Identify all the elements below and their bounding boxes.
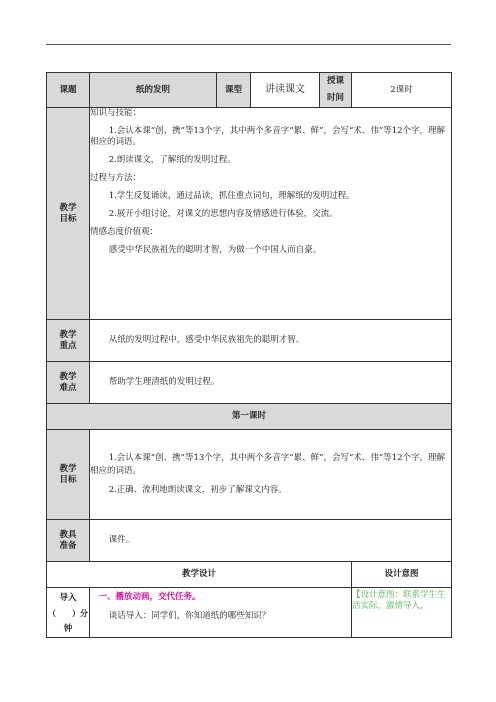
process-item-2: 2.展开小组讨论，对课文的思想内容及情感进行体验，交流。 <box>108 209 338 220</box>
intro-label-line-3: 钟 <box>63 624 73 635</box>
difficulty-row <box>47 362 452 404</box>
time-value: 2课时 <box>352 73 452 108</box>
difficulty-label-line-2: 难点 <box>59 382 77 393</box>
tools-label-line-2: 准备 <box>59 540 77 551</box>
intro-label-line-2: （ ）分 <box>48 608 88 619</box>
time-label <box>320 73 352 108</box>
emotion-title: 情感态度价值观： <box>90 227 159 238</box>
first-lesson-goals-row <box>47 430 452 520</box>
key-point-row <box>47 320 452 362</box>
page-header-rule <box>46 44 451 45</box>
first-lesson-goals-label-line-2: 目标 <box>59 474 77 485</box>
knowledge-title: 知识与技能： <box>90 108 142 118</box>
intro-content <box>90 588 352 638</box>
topic-value: 纸的发明 <box>90 73 217 108</box>
first-lesson-goal-2: 2.正确、流利地朗读课文，初步了解课文内容。 <box>108 484 287 495</box>
design-column-header: 教学设计 <box>47 562 352 588</box>
knowledge-item-1: 1.会认本课“创、携”等13个字，其中两个多音字“累、鲜”，会写“术、伟”等12个字，理解相应的词语。 <box>90 126 446 148</box>
lesson-plan-table <box>46 72 452 638</box>
key-point-label <box>47 320 90 362</box>
intent-column-header: 设计意图 <box>352 562 452 588</box>
type-value: 讲读课文 <box>251 73 320 108</box>
tools-label <box>47 520 90 562</box>
header-row <box>47 73 452 108</box>
tools-text: 课件。 <box>90 520 452 562</box>
intro-step-title: 一、播放动画，交代任务。 <box>98 592 201 602</box>
time-label-line-1: 授课 <box>326 76 344 87</box>
goals-content <box>90 108 452 320</box>
goals-label <box>47 108 90 320</box>
first-lesson-title: 第一课时 <box>47 404 452 430</box>
tools-label-line-1: 教具 <box>59 529 77 540</box>
key-point-text: 从纸的发明过程中，感受中华民族祖先的聪明才智。 <box>90 320 452 362</box>
key-point-label-line-1: 教学 <box>59 329 77 340</box>
difficulty-text: 帮助学生理清纸的发明过程。 <box>90 362 452 404</box>
intro-row <box>47 588 452 638</box>
knowledge-item-2: 2.朗读课文，了解纸的发明过程。 <box>108 155 236 166</box>
key-point-label-line-2: 重点 <box>59 340 77 351</box>
topic-label: 课题 <box>47 73 90 108</box>
goals-label-line-2: 目标 <box>59 213 77 224</box>
first-lesson-goals-content <box>90 430 452 520</box>
first-lesson-title-row <box>47 404 452 430</box>
difficulty-label <box>47 362 90 404</box>
emotion-item-1: 感受中华民族祖先的聪明才智，为做一个中国人而自豪。 <box>108 245 322 256</box>
first-lesson-goals-label-line-1: 教学 <box>59 463 77 474</box>
difficulty-label-line-1: 教学 <box>59 371 77 382</box>
first-lesson-goals-label <box>47 430 90 520</box>
intro-talk: 谈话导入：同学们，你知道纸的哪些知识？ <box>108 611 271 622</box>
first-lesson-goal-1: 1.会认本课“创、携”等13个字，其中两个多音字“累、鲜”，会写“术、伟”等12个字，理解相应的词语。 <box>90 453 446 477</box>
tools-row <box>47 520 452 562</box>
goals-row <box>47 108 452 320</box>
process-item-1: 1.学生反复诵读，通过品读，抓住重点词句，理解纸的发明过程。 <box>108 191 355 202</box>
goals-label-line-1: 教学 <box>59 202 77 213</box>
time-label-line-2: 时间 <box>326 93 344 103</box>
intro-label-line-1: 导入 <box>59 593 77 603</box>
intro-label <box>47 588 90 638</box>
design-header-row <box>47 562 452 588</box>
intro-intent: 【设计意图：联系学生生活实际，激情导入， <box>352 588 452 638</box>
type-label: 课型 <box>217 73 251 108</box>
process-title: 过程与方法： <box>90 173 142 184</box>
